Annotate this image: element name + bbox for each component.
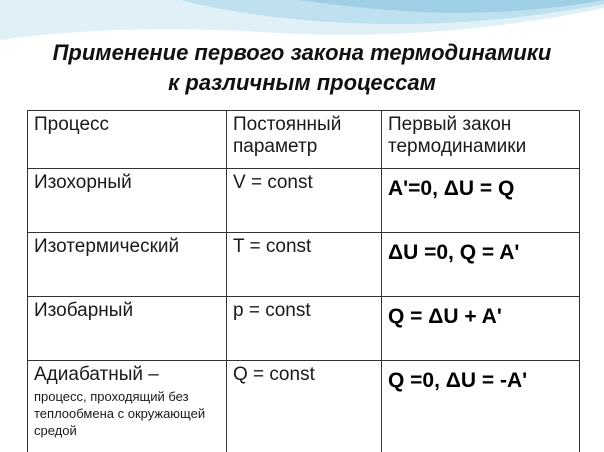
law-cell: ΔU =0, Q = A' bbox=[382, 233, 580, 297]
law-cell: Q = ΔU + A' bbox=[382, 297, 580, 361]
header-parameter: Постоянный параметр bbox=[227, 111, 382, 169]
parameter-cell: Q = const bbox=[227, 361, 382, 452]
slide-title bbox=[0, 38, 604, 98]
processes-table bbox=[27, 110, 580, 452]
process-cell bbox=[28, 361, 227, 452]
table-row bbox=[28, 233, 580, 297]
parameter-cell: T = const bbox=[227, 233, 382, 297]
law-cell: A'=0, ΔU = Q bbox=[382, 169, 580, 233]
law-cell: Q =0, ΔU = -A' bbox=[382, 361, 580, 452]
process-description: процесс, проходящий без теплообмена с окружающей средой bbox=[34, 389, 206, 438]
parameter-cell: p = const bbox=[227, 297, 382, 361]
table-row bbox=[28, 297, 580, 361]
table-header-row bbox=[28, 111, 580, 169]
process-cell: Изотермический bbox=[28, 233, 227, 297]
table-row bbox=[28, 361, 580, 452]
header-law: Первый закон термодинамики bbox=[382, 111, 580, 169]
table-row bbox=[28, 169, 580, 233]
parameter-cell: V = const bbox=[227, 169, 382, 233]
process-cell: Изобарный bbox=[28, 297, 227, 361]
process-cell: Изохорный bbox=[28, 169, 227, 233]
header-process: Процесс bbox=[28, 111, 227, 169]
title-line-2: к различным процессам bbox=[168, 70, 436, 95]
title-line-1: Применение первого закона термодинамики bbox=[52, 40, 552, 65]
process-name: Адиабатный – bbox=[34, 364, 159, 385]
